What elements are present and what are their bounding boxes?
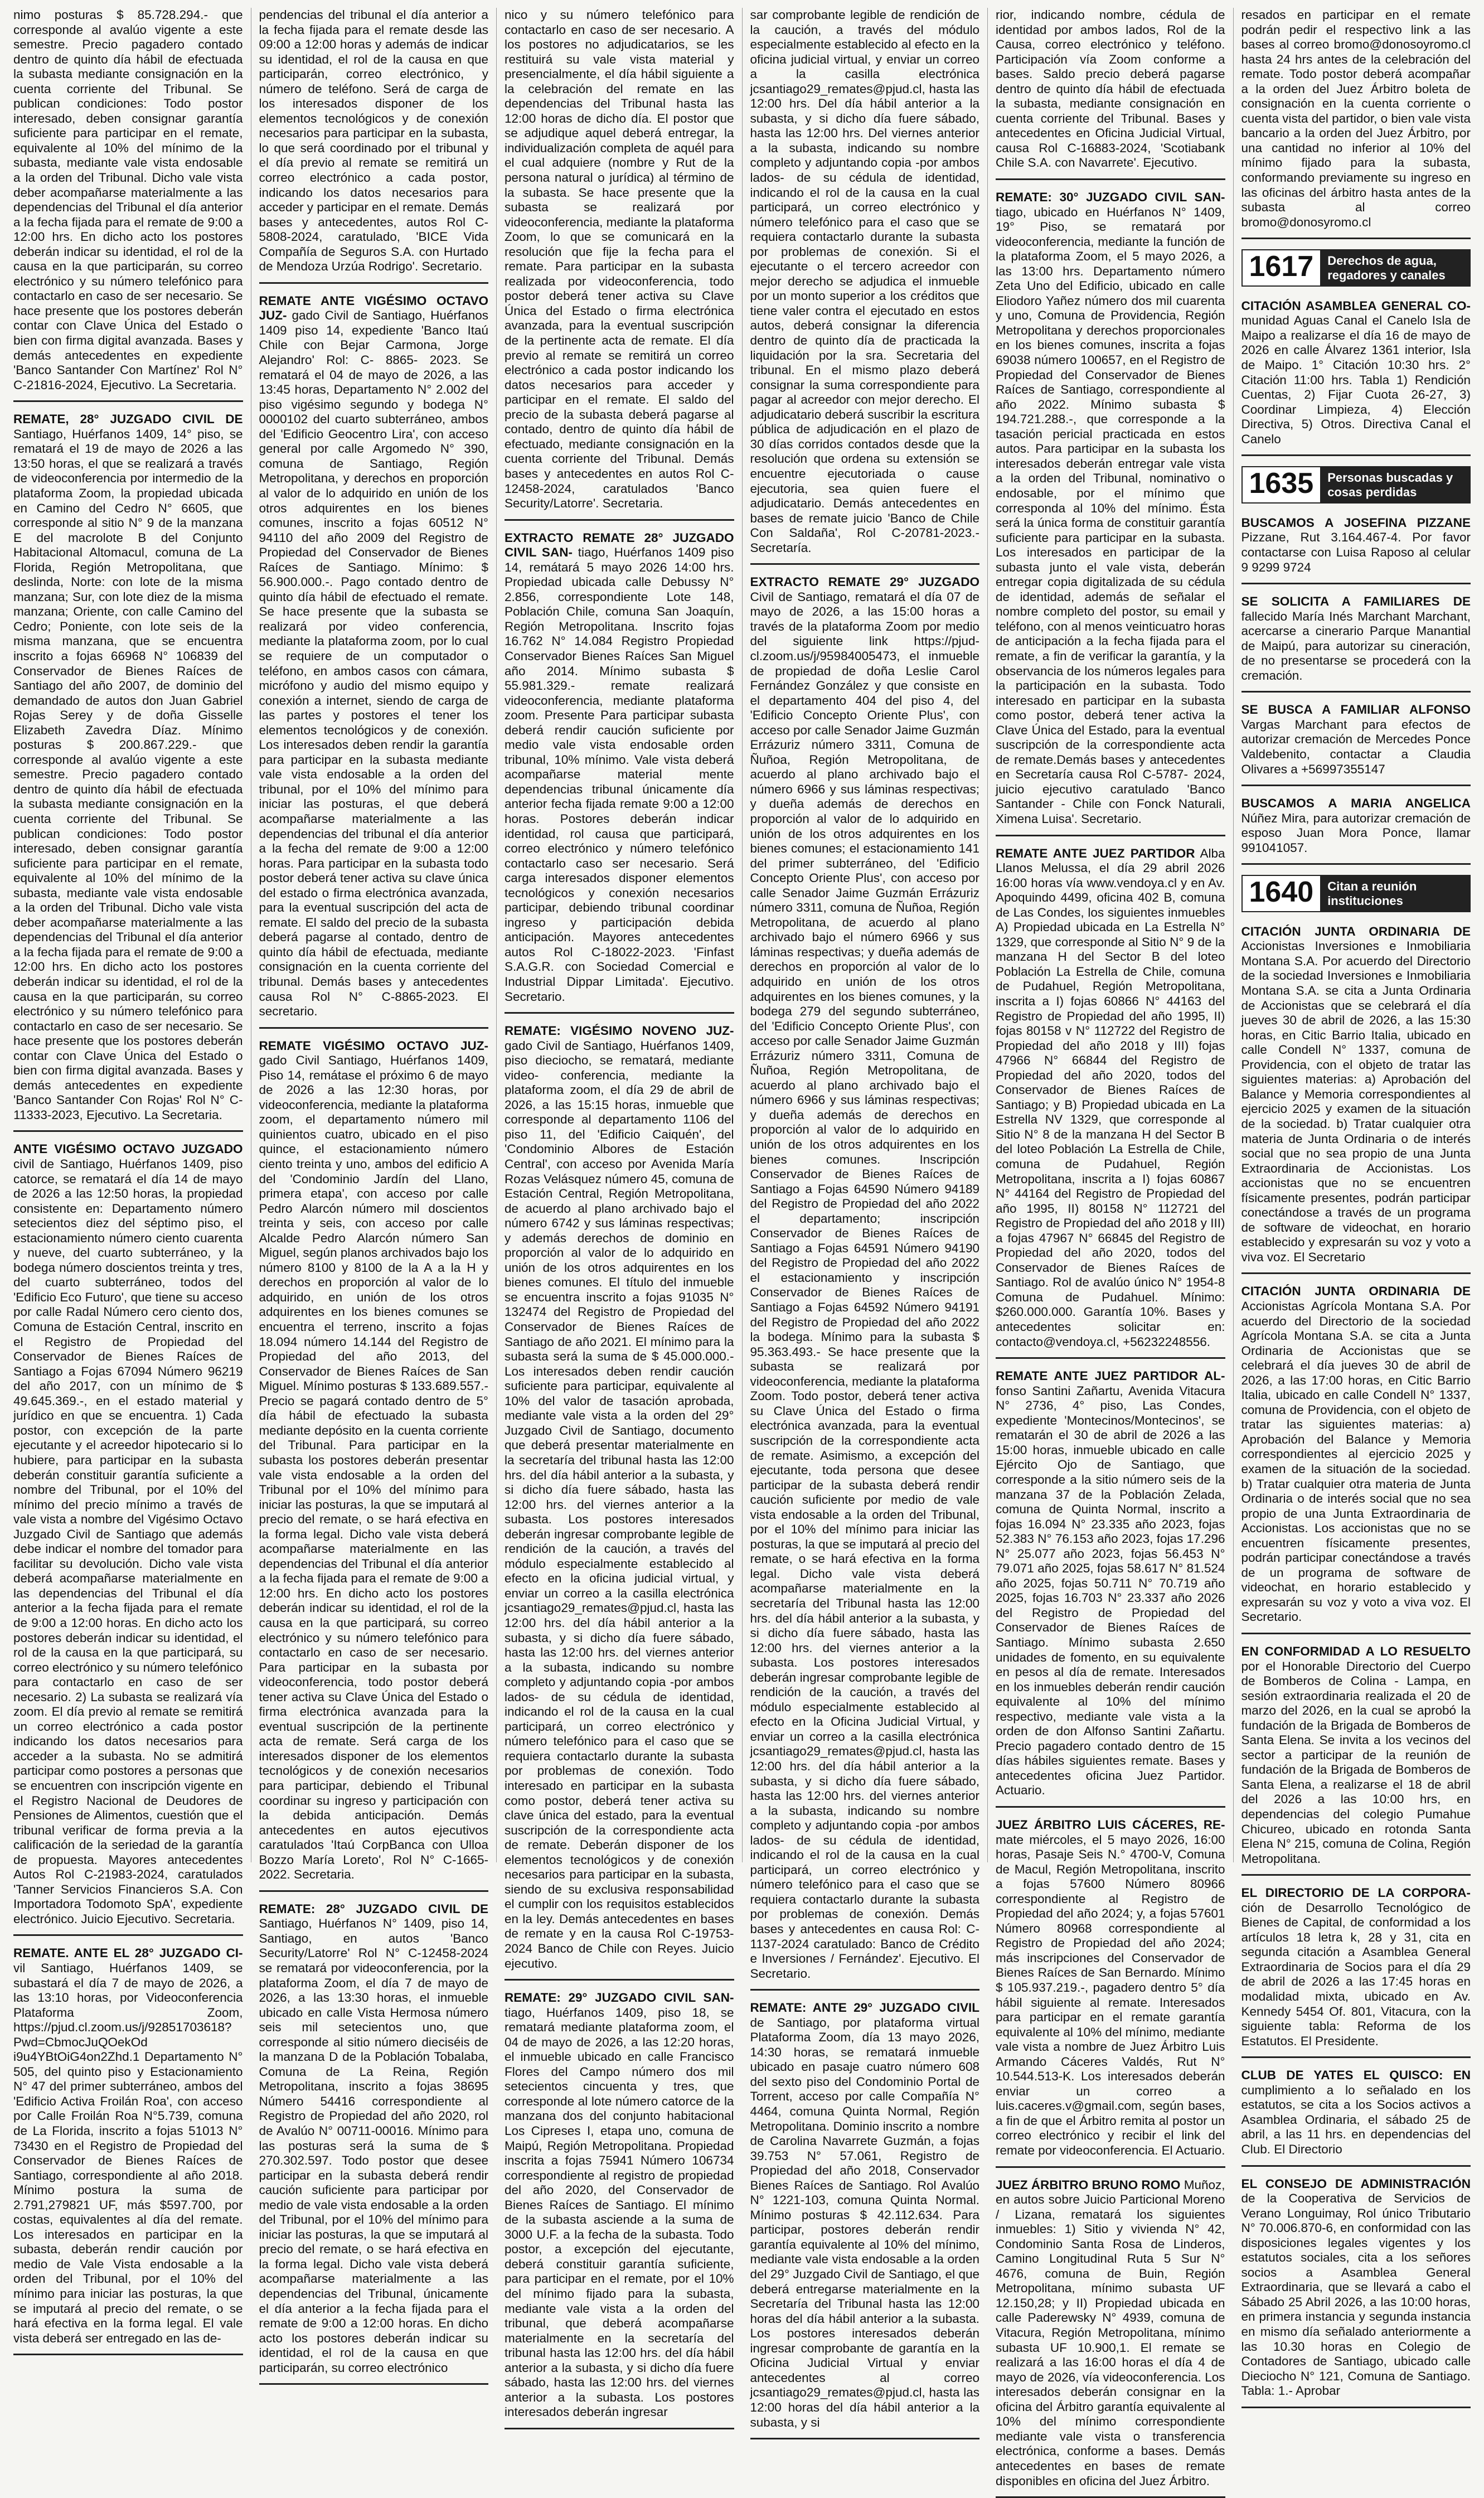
classified-ad bbox=[1241, 299, 1471, 456]
ad-heading: CITACIÓN ASAMBLEA GENERAL CO- bbox=[1241, 298, 1471, 313]
ad-heading: REMATE VIGÉSIMO OCTAVO JUZ- bbox=[259, 1038, 488, 1053]
ad-body: Santiago, Huérfanos 1409, 14° piso, se rematará el 19 de mayo de 2026 a las 13:50 horas, el que se realizará a través de videoconferencia por intermedio de la plataforma Zoom, la propiedad ubicada en Camino del Cedro N° 6605, que corresponde al sitio N° 9 de la manzana E del macrolote B del Conjunto Habitacional Altomacul, comuna de La Florida, Región Metropolitana, que deslinda, Norte: con lote de la misma manzana; Sur, con lote diez de la misma manzana; Oriente, con calle Camino del Cedro; Poniente, con lote seis de la misma manzana, que se encuentra inscrito a fojas 66968 N° 106839 del Conservador de Bienes Raíces de Santiago del año 2007, de dominio del demandado de autos don Juan Gabriel Rojas Serey y de doña Gisselle Elizabeth Zavedra Díaz. Mínimo posturas $ 200.867.229.- que corresponde al avalúo vigente a este semestre. Precio pagadero contado dentro de quinto día hábil de efectuada la subasta mediante consignación en la cuenta corriente del Tribunal. Se publican condiciones: Todo postor interesado, deben consignar garantía suficiente para participar en el remate, equivalente al 10% del mínimo de la subasta, mediante vale vista endosable a la orden del Tribunal. Dicho vale vista deber acompañarse materialmente a las dependencias del Tribunal el día anterior a la fecha fijada para el remate de 9:00 a 12:00 hrs. En dicho acto los postores deberán indicar su identidad, el rol de la causa en la que participarán, su correo electrónico y su número telefónico para contactarlo en caso de ser necesario. Se hace presente que los postores deberán contar con Clave Única del Estado o bien con firma digital avanzada. Bases y demás antecedentes en expediente 'Banco Santander Con Rojas' Rol N° C-11333-2023, Ejecutivo. La Secretaria. bbox=[13, 427, 243, 1122]
classified-ad bbox=[1241, 703, 1471, 786]
ad-body: tiago, Huérfanos 1409 piso 14, remátará 5 mayo 2026 14:00 hrs. Propiedad ubicada calle Debussy N° 2.856, correspondiente Lote 148, Población Chile, comuna San Joaquín, Región Metropolitana. Inscrito fojas 16.762 N° 14.084 Registro Propiedad Conservador Bienes Raíces San Miguel año 2014. Mínimo subasta $ 55.981.329.- remate realizará videoconferencia, mediante plataforma zoom. Presente Para participar subasta deberá rendir caución suficiente por medio vale vista endosable orden tribunal, 10% mínimo. Vale vista deberá acompañarse material mente dependencias tribunal únicamente día anterior fecha fijada remate 9:00 a 12:00 horas. Postores deberán indicar identidad, rol causa que participará, correo electrónico y número telefónico contactarlo caso ser necesario. Será carga interesados disponer elementos tecnológicos y conexión necesarios participar, debiendo tribunal coordinar ingreso y participación debida anticipación. Mayores antecedentes autos Rol C-18022-2023. 'Finfast S.A.G.R. con Sociedad Comercial e Industrial Dippar Limitada'. Ejecutivo. Secretario. bbox=[505, 545, 734, 1004]
column-2 bbox=[251, 8, 497, 2375]
classified-ad bbox=[13, 1946, 243, 2355]
ad-body: Santiago, Huérfanos N° 1409, piso 14, Santiago, en autos 'Banco Security/Latorre' Rol N° C-12458-2024 se rematará por videoconferencia, por la plataforma Zoom, el día 7 de mayo de 2026, a las 13:30 horas, el inmueble ubicado en calle Vista Hermosa número seis mil setecientos uno, que corresponde al sitio número dieciséis de la manzana D de la Población Tobalaba, Comuna de La Reina, Región Metropolitana, inscrito a fojas 38695 Número 54416 correspondiente al Registro de Propiedad del año 2020, rol de Avalúo N° 00711-00016. Mínimo para las posturas será la suma de $ 270.302.597. Todo postor que desee participar en la subasta deberá rendir caución suficiente para participar por medio de vale vista endosable a la orden del Tribunal, por el 10% del mínimo para iniciar las posturas, la que se imputará al precio del remate, o se hará efectiva en la forma legal. Dicho vale vista deberá acompañarse materialmente a las dependencias del Tribunal, únicamente el día anterior a la fecha fijada para el remate de 9:00 a 12:00 horas. En dicho acto los postores deberán indicar su identidad, el rol de la causa en que participarán, su correo electrónico bbox=[259, 1916, 488, 2375]
ad-heading: JUEZ ÁRBITRO LUIS CÁCERES, RE- bbox=[996, 1817, 1225, 1832]
section-title: Citan a reunión instituciones bbox=[1322, 876, 1470, 911]
ad-heading: REMATE, 28° JUZGADO CIVIL DE bbox=[13, 412, 243, 427]
classified-ad bbox=[505, 1024, 734, 1981]
ad-heading: CLUB DE YATES EL QUISCO: EN bbox=[1241, 2068, 1471, 2083]
ad-heading: REMATE: 30° JUZGADO CIVIL SAN- bbox=[996, 190, 1225, 205]
ad-heading: CITACIÓN JUNTA ORDINARIA DE bbox=[1241, 924, 1471, 938]
classified-ad bbox=[13, 8, 243, 402]
ad-heading: REMATE: VIGÉSIMO NOVENO JUZ- bbox=[505, 1024, 734, 1038]
section-title: Derechos de agua, regadores y canales bbox=[1322, 250, 1470, 285]
classified-ad bbox=[505, 1991, 734, 2429]
classified-ad bbox=[996, 8, 1225, 180]
ad-heading: EN CONFORMIDAD A LO RESUELTO bbox=[1241, 1644, 1471, 1658]
classified-ad bbox=[996, 1369, 1225, 1808]
ad-body: gado Civil de Santiago, Huérfanos 1409 piso 14, expediente 'Banco Itaú Chile con Bejar Carmona, Jorge Alejandro' Rol: C- 8865- 2023. Se rematará el 04 de mayo de 2026, a las 13:45 horas, Departamento N° 2.002 del piso vigésimo segundo y bodega N° 0000102 del cuarto subterráneo, ambos del 'Edificio Geocentro Lira', con acceso general por calle Argomedo N° 390, comuna de Santiago, Región Metropolitana, y derechos en proporción al valor de lo adquirido en unión de los otros adquirentes en los bienes comunes, inscrito a fojas 60512 N° 94110 del año 2009 del Registro de Propiedad del Conservador de Bienes Raíces de Santiago. Mínimo: $ 56.900.000.-. Pago contado dentro de quinto día hábil de efectuado el remate. Se hace presente que la subasta se realizará por video conferencia, mediante la plataforma zoom, por lo cual se requiere de un computador o teléfono, en ambos casos con cámara, micrófono y audio del mismo equipo y conexión a internet, siendo de carga de las partes y postores el tener los elementos tecnológicos y de conexión. Los interesados deben rendir la garantía para participar en la subasta mediante vale vista endosable a la orden del tribunal, por el 10% del mínimo para iniciar las posturas, el que deberá acompañarse materialmente a las dependencias del tribunal el día anterior a la fecha del remate de 9:00 a 12:00 horas. Para participar en la subasta todo postor deberá tener activa su clave única del estado o firma electrónica avanzada, para la eventual suscripción del acta de remate. El saldo del precio de la subasta deberá pagarse al contado, dentro de quinto día hábil de efectuada, mediante consignación en la cuenta corriente del tribunal. Demás bases y antecedentes causa Rol N° C-8865-2023. El secretario. bbox=[259, 308, 488, 1019]
section-title: Personas buscadas y cosas perdidas bbox=[1322, 467, 1470, 502]
ad-body: Alba Llanos Melussa, el día 29 abril 2026 16:00 horas vía www.vendoya.cl y en Av. Apoquindo 4499, oficina 402 B, comuna de Las Condes, los siguientes inmuebles A) Propiedad ubicada en La Estrella N° 1329, que corresponde al Sitio N° 9 de la manzana H del Sector B del loteo Población La Estrella de Chile, comuna de Pudahuel, Región Metropolitana, inscrita a I) fojas 60866 N° 44163 del Registro de Propiedad del año 1995, II) fojas 80158 v N° 112722 del Registro de Propiedad del año 2018 y III) fojas 47966 N° 66844 del Registro de Propiedad del año 2020, todos del Conservador de Bienes Raíces de Santiago; y B) Propiedad ubicada en La Estrella NV 1329, que corresponde al Sitio N° 8 de la manzana H del Sector B del loteo Población La Estrella de Chile, comuna de Pudahuel, Región Metropolitana, inscrita a I) fojas 60867 N° 44164 del Registro de Propiedad del año 1995, II) 80158 N° 112721 del Registro de Propiedad del año 2018 y III) a fojas 47967 N° 66845 del Registro de Propiedad del año 2020, todos del Conservador de Bienes Raíces de Santiago. Rol de avalúo único N° 1954-8 Comuna de Pudahuel. Mínimo: $260.000.000. Garantía 10%. Bases y antecedentes solicitar en: contacto@vendoya.cl, +56232248556. bbox=[996, 846, 1225, 1349]
classified-ad bbox=[505, 531, 734, 1014]
classified-ad bbox=[259, 8, 489, 284]
section-number: 1640 bbox=[1243, 876, 1322, 911]
ad-heading: REMATE ANTE JUEZ PARTIDOR AL- bbox=[996, 1369, 1225, 1383]
classified-ad bbox=[996, 2178, 1225, 2498]
ad-body: pendencias del tribunal el día anterior a la fecha fijada para el remate desde las 09:00 a 12:00 horas y además de indicar su identidad, el rol de la causa en que participarán, correo electrónico, y número de teléfono. Será de carga de los interesados disponer de los elementos tecnológicos y de conexión necesarios para participar en la subasta, lo que será coordinado por el tribunal y el día previo al remate se remitirá un correo electrónico a cada postor, indicando los datos necesarios para acceder y participar en el remate. Demás bases y antecedentes, autos Rol C-5808-2024, caratulado, 'BICE Vida Compañía de Seguros S.A. con Hurtado de Mendoza Urzúa Rodrigo'. Secretario. bbox=[259, 8, 488, 274]
classified-ad bbox=[750, 575, 980, 1991]
ad-body: tiago, ubicado en Huérfanos N° 1409, 19° Piso, se rematará por videoconferencia, mediante la función de la plataforma Zoom, el 5 mayo 2026, a las 13:00 hrs. Departamento número Zeta Uno del Edificio, ubicado en calle Eliodoro Yañez número dos mil cuarenta y uno, Comuna de Providencia, Región Metropolitana y derechos proporcionales en los bienes comunes, inscrita a fojas 69038 número 100657, en el Registro de Propiedad del Conservador de Bienes Raíces de Santiago, correspondiente al año 2022. Mínimo subasta $ 194.721.288.-, que corresponde a la tasación pericial practicada en estos autos. Para participar en la subasta los interesados deberán entregar vale vista a la orden del Tribunal, nominativo o endosable, por el mínimo que corresponda al 10% del mínimo. Ésta será la única forma de constituir garantía suficiente para participar en la subasta. Los interesados en participar de la subasta junto el vale vista, deberán entregar copia digitalizada de su cédula de identidad, además de señalar el nombre completo del postor, su email y teléfono, con al menos veinticuatro horas de anticipación a la fecha fijada para el remate, a fin de verificar la garantía, y la observancia de los números legales para la participación en la subasta. Todo interesado en participar en la subasta como postor, deberá tener activa la Clave Única del Estado, para la eventual suscripción de la correspondiente acta de remate.Demás bases y antecedentes en Secretaría causa Rol C-5787- 2024, juicio ejecutivo caratulado 'Banco Santander - Chile con Fonck Naturali, Ximena Luisa'. Secretario. bbox=[996, 205, 1225, 826]
ad-heading: REMATE ANTE JUEZ PARTIDOR bbox=[996, 846, 1195, 860]
classified-ad bbox=[259, 294, 489, 1029]
ad-body: Accionistas Agrícola Montana S.A. Por acuerdo del Directorio de la sociedad Agrícola Montana S.A. se cita a Junta Ordinaria de Accionistas que se celebrará el día jueves 30 de abril de 2026, a las 17:00 horas, en Citic Barrio Italia, ubicado en calle Condell N° 1337, comuna de Providencia, con el objeto de tratar las siguientes materias: a) Aprobación del Balance y Memoria correspondientes al ejercicio 2025 y examen de la situación de la sociedad. b) Tratar cualquier otra materia de Junta Ordinaria o de interés social que no sea propio de una Junta Extraordinaria de Accionistas. Los accionistas que no se encuentren físicamente presentes, podrán participar conectándose a través de un programa de software de videochat, en horario establecido y expresarán su voz y voto a viva voz. El Secretario. bbox=[1241, 1299, 1471, 1624]
ad-body: nimo posturas $ 85.728.294.- que corresponde al avalúo vigente a este semestre. Precio pagadero contado dentro de quinto día hábil de efectuada la subasta mediante consignación en la cuenta corriente del Tribunal. Se publican condiciones: Todo postor interesado, deben consignar garantía suficiente para participar en el remate, equivalente al 10% del mínimo de la subasta, mediante vale vista endosable a la orden del Tribunal. Dicho vale vista deber acompañarse materialmente a las dependencias del Tribunal el día anterior a la fecha fijada para el remate de 9:00 a 12:00 hrs. En dicho acto los postores deberán indicar su identidad, el rol de la causa en la que participarán, su correo electrónico y su número telefónico para contactarlo en caso de ser necesario. Se hace presente que los postores deberán contar con Clave Única del Estado o bien con firma digital avanzada. Bases y demás antecedentes en expediente 'Banco Santander Con Martínez' Rol N° C-21816-2024, Ejecutivo. La Secretaria. bbox=[13, 8, 243, 392]
ad-heading: JUEZ ÁRBITRO BRUNO ROMO bbox=[996, 2177, 1181, 2192]
classified-ad bbox=[13, 1142, 243, 1936]
classified-ad bbox=[259, 1039, 489, 1892]
classified-ad bbox=[750, 2001, 980, 2439]
ad-body: fonso Santini Zañartu, Avenida Vitacura N° 2736, 4° piso, Las Condes, expediente 'Montecinos/Montecinos', se rematarán el 30 de abril de 2026 a las 15:00 horas, inmueble ubicado en calle Ejército Ojo de Santiago, que corresponde a la sitio número seis de la manzana 37 de la Población Zelada, comuna de Quinta Normal, inscrito a fojas 16.094 N° 23.335 año 2023, fojas 52.383 N° 76.153 año 2023, fojas 17.296 N° 25.077 año 2023, fojas 56.453 N° 79.071 año 2025, fojas 58.617 N° 81.524 año 2025, fojas 50.711 N° 70.719 año 2025, fojas 16.703 N° 23.337 año 2026 del Registro de Propiedad del Conservador de Bienes Raíces de Santiago. Mínimo subasta 2.650 unidades de fomento, en su equivalente en pesos al día de remate. Interesados en los inmuebles deberán rendir caución equivalente al 10% del mínimo respectivo, mediante vale vista a la orden de don Alfonso Santini Zañartu. Precio pagadero contado dentro de 15 días hábiles siguientes remate. Bases y antecedentes oficina Juez Partidor. Actuario. bbox=[996, 1383, 1225, 1798]
ad-body: tiago, Huérfanos 1409, piso 18, se rematará mediante plataforma zoom, el 04 de mayo de 2026, a las 12:20 horas, el inmueble ubicado en calle Francisco Flores del Campo número dos mil setecientos cincuenta y tres, que corresponde al lote número catorce de la manzana dos del conjunto habitacional Los Cipreses I, etapa uno, comuna de Maipú, Región Metropolitana. Propiedad inscrita a fojas 75941 Número 106734 correspondiente al registro de propiedad del año 2020, del Conservador de Bienes Raíces de Santiago. El mínimo de la subasta asciende a la suma de 3000 U.F. a la fecha de la subasta. Todo postor, a excepción del ejecutante, deberá constituir garantía suficiente, para participar en el remate, por el 10% del mínimo fijado para la subasta, mediante vale vista a la orden del tribunal, que deberá acompañarse materialmente en la secretaría del tribunal hasta las 12:00 hrs. del día hábil anterior a la subasta, y si dicho día fuere sábado, hasta las 12:00 hrs. del viernes anterior a la subasta. Los postores interesados deberán ingresar bbox=[505, 2005, 734, 2419]
ad-heading: REMATE: 28° JUZGADO CIVIL DE bbox=[259, 1901, 488, 1916]
classified-ad bbox=[259, 1902, 489, 2385]
section-number: 1635 bbox=[1243, 467, 1322, 502]
ad-heading: EXTRACTO REMATE 29° JUZGADO bbox=[750, 575, 979, 589]
ad-body: resados en participar en el remate podrán pedir el respectivo link a las bases al correo bromo@donosoyromo.cl hasta 24 hrs antes de la celebración del remate. Todo postor deberá acompañar a la orden del Juez Árbitro boleta de consignación en la cuenta corriente o cuenta vista del partidor, o bien vale vista bancario a la orden del Juez Árbitro, por una cantidad no inferior al 10% del mínimo fijado para la subasta, conformando previamente su ingreso en las oficinas del árbitro hasta antes de la subasta al correo bromo@donosyromo.cl bbox=[1241, 8, 1471, 229]
ad-body: mate miércoles, el 5 mayo 2026, 16:00 horas, Pasaje Seis N.° 4700-V, Comuna de Macul, Región Metropolitana, inscrito a fojas 57600 Número 80966 correspondiente al Registro de Propiedad del año 2024; y, a fojas 57601 Número 80968 correspondiente al Registro de Propiedad del año 2024; más inscripciones del Conservador de Bienes Raíces de San Bernardo. Mínimo $ 105.937.219.-, pagadero dentro 5° día hábil siguiente al remate. Interesados para participar en el remate garantía equivalente al 10% del mínimo, mediante vale vista a nombre de Juez Árbitro Luis Armando Cáceres Valdés, Rut N° 10.544.513-K. Los interesados deberán enviar un correo a luis.caceres.v@gmail.com, según bases, a fin de que el Árbitro remita al postor un correo electrónico y recibir el link del remate por videoconferencia. El Actuario. bbox=[996, 1832, 1225, 2158]
column-4 bbox=[743, 8, 988, 2429]
classified-ad bbox=[1241, 924, 1471, 1275]
ad-heading: REMATE: ANTE 29° JUZGADO CIVIL bbox=[750, 2001, 979, 2015]
classified-ad bbox=[1241, 594, 1471, 693]
ad-body: Pizzane, Rut 3.164.467-4. Por favor contactarse con Luisa Raposo al celular 9 9299 9724 bbox=[1241, 530, 1471, 574]
section-header bbox=[1241, 875, 1471, 912]
ad-body: sar comprobante legible de rendición de la caución, a través del módulo especialmente establecido al efecto en la oficina judicial virtual, y enviar un correo a la casilla electrónica jcsantiago29_remates@pjud.cl, hasta las 12:00 hrs. Del día hábil anterior a la subasta, y si dicho día fuere sábado, hasta las 12:00 hrs. Del viernes anterior a la subasta, indicando su nombre completo y adjuntando copia -por ambos lados- de su cédula de identidad, indicando el rol de la causa en la cual participará, un correo electrónico y número telefónico para el caso que se requiera contactarlo durante la subasta por problemas de conexión. Si el ejecutante o el tercero acreedor con mejor derecho se adjudica el inmueble por un monto superior a los créditos que tiene valer contra el ejecutado en estos autos, deberá consignar la diferencia dentro de quinto día de practicada la liquidación por la sra. Secretaria del tribunal. En el mismo plazo deberá consignar la suma correspondiente para pagar al acreedor con mejor derecho. El adjudicatario deberá suscribir la escritura pública de adjudicación en el plazo de 30 días corridos contados desde que la resolución que ordena su extensión se encuentre ejecutoriada o cause ejecutoria, sea quien fuere el adjudicatario. Demás antecedentes en bases de remate juicio 'Banco de Chile Con Saldaña', Rol C-20781-2023.- Secretaría. bbox=[750, 8, 980, 555]
ad-heading: SE SOLICITA A FAMILIARES DE bbox=[1241, 594, 1471, 609]
ad-body: civil de Santiago, Huérfanos 1409, piso catorce, se rematará el día 14 de mayo de 2026 a las 12:50 horas, la propiedad consistente en: Departamento número setecientos diez del séptimo piso, el estacionamiento número ciento cuarenta y nueve, del cuarto subterráneo, y la bodega número doscientos treinta y tres, del cuarto subterráneo, todos del 'Edificio Eco Futuro', que tiene su acceso por calle Radal Número cero ciento dos, Comuna de Estación Central, inscrito en el Registro de Propiedad del Conservador de Bienes Raíces de Santiago a Fojas 67094 Número 96219 del año 2017, con un mínimo de $ 49.645.369.-, en el estado material y jurídico en que se encuentra. 1) Cada postor, con excepción de la parte ejecutante y el acreedor hipotecario si lo hubiere, para participar en la subasta deberán constituir garantía suficiente a nombre del Tribunal, por el 10% del mínimo del precio mínimo a través de vale vista a nombre del Vigésimo Octavo Juzgado Civil de Santiago que además debe indicar el nombre del tomador para facilitar su devolución. Dicho vale vista deberá acompañarse materialmente en las dependencias del Tribunal el día anterior a la fecha fijada para el remate de 9:00 a 12:00 horas. En dicho acto los postores deberán indicar su identidad, el rol de la causa en la que participará, su correo electrónico y su número telefónico para contactarlo en caso de ser necesario. 2) La subasta se realizará vía zoom. El día previo al remate se remitirá un correo electrónico a cada postor indicando los datos necesarios para acceder a la subasta. No se admitirá participar como postores a personas que se encuentren con inscripción vigente en el Registro Nacional de Deudores de Pensiones de Alimentos, cuestión que el tribunal verificar de forma previa a la calificación de la seriedad de la garantía de propuesta. Mayores antecedentes Autos Rol C-21983-2024, caratulados 'Tanner Servicios Financieros S.A. Con Importadora Todomoto SpA', expediente electrónico. Juicio Ejecutivo. Secretaria. bbox=[13, 1157, 243, 1926]
ad-body: Núñez Mira, para autorizar cremación de esposo Juan Mora Ponce, llamar 991041057. bbox=[1241, 811, 1471, 855]
classified-ad bbox=[1241, 1886, 1471, 2058]
ad-body: por el Honorable Directorio del Cuerpo de Bomberos de Colina - Lampa, en sesión extraordinaria realizada el 20 de marzo del 2026, en la cual se aprobó la fundación de la Brigada de Bomberos de Santa Elena. Se invita a los vecinos del sector a participar de la reunión de fundación de la Brigada de Bomberos de Santa Elena, a realizarse el 18 de abril del 2026 a las 10:00 hrs, en dependencias del colegio Pumahue Chicureo, ubicado en rotonda Santa Elena N° 215, comuna de Colina, Región Metropolitana. bbox=[1241, 1659, 1471, 1866]
ad-body: fallecido María Inés Marchant Marchant, acercarse a cinerario Parque Manantial de Maipú, para autorizar su cineración, de no presentarse se procederá con la cremación. bbox=[1241, 609, 1471, 682]
ad-heading: EXTRACTO REMATE 28° JUZGADO CIVIL SAN- bbox=[505, 530, 734, 560]
column-1 bbox=[6, 8, 251, 2345]
ad-body: Accionistas Inversiones e Inmobiliaria Montana S.A. Por acuerdo del Directorio de la sociedad Inversiones e Inmobiliaria Montana S.A. se cita a Junta Ordinaria de Accionistas que se celebrará el día jueves 30 de abril de 2026, a las 15:30 horas, en Citic Barrio Italia, ubicado en calle Condell N° 1337, comuna de Providencia, con el objeto de tratar las siguientes materias: a) Aprobación del Balance y Memoria correspondientes al ejercicio 2025 y examen de la situación de la sociedad. b) Tratar cualquier otra materia de Junta Ordinaria o de interés social que no sea propio de una Junta Extraordinaria de Accionistas. Los accionistas que no se encuentren físicamente presentes, podrán participar conectándose a través de un programa de software de videochat, en horario establecido y expresarán su voz y voto a viva voz. El Secretario bbox=[1241, 939, 1471, 1264]
classified-ad bbox=[1241, 1284, 1471, 1634]
classified-ad bbox=[996, 846, 1225, 1359]
ad-heading: SE BUSCA A FAMILIAR ALFONSO bbox=[1241, 703, 1471, 717]
ad-body: gado Civil Santiago, Huérfanos 1409, Piso 14, remátase el próximo 6 de mayo de 2026 a las 12:30 horas, por videoconferencia, mediante la plataforma zoom, el departamento número mil quinientos cuatro, ubicado en el piso quince, el estacionamiento número ciento treinta y uno, ambos del edificio A del 'Condominio Jardín del Llano, primera etapa', con acceso por calle Pedro Alarcón número mil doscientos treinta y seis, con acceso por calle Alcalde Pedro Alarcón número San Miguel, según planos archivados bajo los número 8100 y 8100 de la A a la H y derechos en proporción al valor de lo adquirido, en unión de los otros adquirentes en los bienes comunes se encuentra el terreno, inscrito a fojas 18.094 número 14.144 del Registro de Propiedad del año 2013, del Conservador de Bienes Raíces de San Miguel. Mínimo posturas $ 133.689.557.- Precio se pagará contado dentro de 5° día hábil de efectuado la subasta mediante depósito en la cuenta corriente del Tribunal. Para participar en la subasta los postores deberán presentar vale vista endosable a la orden del Tribunal por el 10% del mínimo para iniciar las posturas, la que se imputará al precio del remate, o se hará efectiva en la forma legal. Dicho vale vista deberá acompañarse materialmente en las dependencias del Tribunal el día anterior a la fecha fijada para el remate de 9:00 a 12:00 hrs. En dicho acto los postores deberán indicar su identidad, el rol de la causa en la que participará, su correo electrónico y su número telefónico para contactarlo en caso de ser necesario. Para participar en la subasta por videoconferencia, todo postor deberá tener activa su Clave Única del Estado o firma electrónica avanzada para la eventual suscripción de la pertinente acta de remate. Será carga de los interesados disponer de los elementos tecnológicos y de conexión necesarios para participar, debiendo el Tribunal coordinar su ingreso y participación con la debida anticipación. Demás antecedentes en autos ejecutivos caratulados 'Itaú CorpBanca con Ulloa Bozzo María Loreto', Rol N° C-1665-2022. Secretaria. bbox=[259, 1053, 489, 1882]
ad-heading: BUSCAMOS A JOSEFINA PIZZANE bbox=[1241, 515, 1471, 530]
ad-body: de la Cooperativa de Servicios de Verano Longuimay, Rol único Tributario N° 70.006.870-6, en conformidad con las disposiciones legales vigentes y los estatutos sociales, cita a los señores socios a Asamblea General Extraordinaria, que se llevará a cabo el Sábado 25 Abril 2026, a las 10:00 horas, en primera instancia y segunda instancia en mismo día señalado anteriormente a las 10.30 horas en Colegio de Contadores de Santiago, ubicado calle Dieciocho N° 121, Comuna de Santiago. Tabla: 1.- Aprobar bbox=[1241, 2191, 1471, 2398]
ad-body: gado Civil de Santiago, Huérfanos 1409, piso dieciocho, se rematará, mediante video- conferencia, mediante la plataforma zoom, el día 29 de abril de 2026, a las 15:15 horas, inmueble que corresponde al departamento 1106 del piso 11, del 'Edificio Caiquén', del 'Condominio Albores de Estación Central', con acceso por Avenida María Rozas Velásquez número 45, comuna de Estación Central, Región Metropolitana, de acuerdo al plano archivado bajo el número 6742 y sus láminas respectivas; y además derechos de dominio en proporción al valor de lo adquirido en unión de los otros adquirentes en los bienes comunes. El título del inmueble se encuentra inscrito a fojas 91035 N° 132474 del Registro de Propiedad del Conservador de Bienes Raíces de Santiago de año 2021. El mínimo para la subasta será la suma de $ 45.000.000.- Los interesados deben rendir caución suficiente para participar, equivalente al 10% del valor de tasación aprobada, mediante vale vista a la orden del 29° Juzgado Civil de Santiago, documento que deberá presentar materialmente en la secretaría del tribunal hasta las 12:00 hrs. del día hábil anterior a la subasta, y si dicho día fuere sábado, hasta las 12:00 hrs. del viernes anterior a la subasta. Los postores interesados deberán ingresar comprobante legible de rendición de la caución, a través del módulo especialmente establecido al efecto en la oficina judicial virtual, y enviar un correo a la casilla electrónica jcsantiago29_remates@pjud.cl, hasta las 12:00 hrs. del día hábil anterior a la subasta, y si dicho día fuere sábado, hasta las 12:00 hrs. del viernes anterior a la subasta, indicando su nombre completo y adjuntando copia -por ambos lados- de su cédula de identidad, indicando el rol de la causa en la cual participará, un correo electrónico y número telefónico para el caso que se requiera contactarlo durante la subasta por problemas de conexión. Todo interesado en participar en la subasta como postor, deberá tener activa su clave única del estado, para la eventual suscripción de la correspondiente acta de remate. Deberán disponer de los elementos tecnológicos y de conexión necesarios para participar en la subasta, siendo de su exclusiva responsabilidad el cumplir con los requisitos establecidos en la ley. Demás antecedentes en bases de remate y en la causa Rol C-19753-2024 Banco de Chile con Reyes. Juicio ejecutivo. bbox=[505, 1038, 734, 1971]
classified-ad bbox=[996, 190, 1225, 836]
ad-heading: BUSCAMOS A MARIA ANGELICA bbox=[1241, 796, 1471, 811]
ad-body: rior, indicando nombre, cédula de identidad por ambos lados, Rol de la Causa, correo electrónico y teléfono. Participación vía Zoom conforme a bases. Saldo precio deberá pagarse dentro de quinto día hábil de efectuada la subasta, mediante consignación en cuenta corriente del Tribunal. Bases y antecedentes en Oficina Judicial Virtual, causa Rol C-16883-2024, 'Scotiabank Chile S.A. con Navarrete'. Ejecutivo. bbox=[996, 8, 1225, 170]
classified-ad bbox=[1241, 1644, 1471, 1876]
ad-heading: CITACIÓN JUNTA ORDINARIA DE bbox=[1241, 1284, 1471, 1299]
section-header bbox=[1241, 466, 1471, 504]
classified-ad bbox=[1241, 2177, 1471, 2408]
section-number: 1617 bbox=[1243, 250, 1322, 285]
ad-heading: REMATE ANTE VIGÉSIMO OCTAVO JUZ- bbox=[259, 293, 488, 323]
ad-body: munidad Aguas Canal el Canelo Isla de Maipo a realizarse el día 16 de mayo de 2026 en calle Álvarez 1361 interior, Isla de Maipo. 1° Citación 10:30 hrs. 2° Citación 11:00 hrs. Tabla 1) Rendición Cuentas, 2) Fijar Cuota 26-27, 3) Coordinar Limpieza, 4) Elección Directiva, 5) Otros. Directiva Canal el Canelo bbox=[1241, 313, 1471, 446]
classified-ad bbox=[1241, 796, 1471, 865]
classified-ad bbox=[1241, 516, 1471, 584]
classified-ad bbox=[996, 1818, 1225, 2168]
ad-heading: EL CONSEJO DE ADMINISTRACIÓN bbox=[1241, 2176, 1471, 2191]
ad-body: Civil de Santiago, rematará el día 07 de mayo de 2026, a las 15:00 horas a través de la plataforma Zoom por medio del siguiente link https://pjud-cl.zoom.us/j/95984005473, el inmueble de propiedad de doña Leslie Carol Fernández González y que consiste en el departamento 404 del piso 4, del 'Edificio Concepto Oriente Plus', con acceso por calle Senador Jaime Guzmán Errázuriz número 3311, Comuna de Ñuñoa, Región Metropolitana, de acuerdo al plano archivado bajo el número 6966 y sus láminas respectivas; y dueña además de derechos en proporción al valor de lo adquirido en unión de los otros adquirentes en los bienes comunes; el estacionamiento 141 del primer subterráneo, del 'Edificio Concepto Oriente Plus', con acceso por calle Senador Jaime Guzmán Errázuriz número 3311, comuna de Ñuñoa, Región Metropolitana, de acuerdo al plano archivado bajo el número 6966 y sus láminas respectivas; y dueña además de derechos en proporción al valor de lo adquirido en unión de los otros adquirentes en los bienes comunes, y la bodega 279 del segundo subterráneo, del 'Edificio Concepto Oriente Plus', con acceso por calle Senador Jaime Guzmán Errázuriz número 3311, Comuna de Ñuñoa, Región Metropolitana, de acuerdo al plano archivado bajo el número 6966 y sus láminas respectivas; y dueña además de derechos en proporción al valor de lo adquirido en unión de los otros adquirentes en los bienes comunes. Inscripción Conservador de Bienes Raíces de Santiago a Fojas 64590 Número 94189 del Registro de Propiedad del año 2022 el departamento; inscripción Conservador de Bienes Raíces de Santiago a Fojas 64591 Número 94190 del Registro de Propiedad del año 2022 el estacionamiento y inscripción Conservador de Bienes Raíces de Santiago a Fojas 64592 Número 94191 del Registro de Propiedad del año 2022 la bodega. Mínimo para la subasta $ 95.363.493.- Se hace presente que la subasta se realizará por videoconferencia, mediante la plataforma Zoom. Todo postor, deberá tener activa su Clave Única del Estado o firma electrónica avanzada, para la eventual suscripción de la correspondiente acta de remate. Asimismo, a excepción del ejecutante, toda persona que desee participar de la subasta deberá rendir caución suficiente por medio de vale vista endosable a la orden del Tribunal, por el 10% del mínimo para iniciar las posturas, la que se imputará al precio del remate, o se hará efectiva en la forma legal. Dicho vale vista deberá acompañarse materialmente en la secretaría del Tribunal hasta las 12:00 hrs. del día hábil anterior a la subasta, y si dicho día fuere sábado, hasta las 12:00 hrs. del viernes anterior a la subasta. Los postores interesados deberán ingresar comprobante legible de rendición de la caución, a través del módulo especialmente establecido al efecto en la Oficina Judicial Virtual, y enviar un correo a la casilla electrónica jcsantiago29_remates@pjud.cl, hasta las 12:00 hrs. del día hábil anterior a la subasta, y si dicho día fuere sábado, hasta las 12:00 hrs. del viernes anterior a la subasta, indicando su nombre completo y adjuntando copia -por ambos lados- de su cédula de identidad, indicando el rol de la causa en la cual participará, un correo electrónico y número telefónico para el caso que se requiera contactarlo durante la subasta por problemas de conexión. Demás bases y antecedentes en causa Rol: C-1137-2024 caratulado: Banco de Crédito e Inversiones / Fernández'. Ejecutivo. El Secretario. bbox=[750, 589, 979, 1981]
ad-body: cumplimiento a lo señalado en los estatutos, se cita a los Socios activos a Asamblea Ordinaria, el sábado 25 de abril, a las 11 hrs. en dependencias del Club. El Directorio bbox=[1241, 2083, 1471, 2156]
classified-ad bbox=[13, 412, 243, 1132]
ad-body: de Santiago, por plataforma virtual Plataforma Zoom, día 13 mayo 2026, 14:30 horas, se rematará inmueble ubicado en pasaje cuatro número 608 del sexto piso del Condominio Portal de Torrent, acceso por calle Compañía N° 4464, comuna Quinta Normal, Región Metropolitana. Dominio inscrito a nombre de Carolina Navarrete Guzmán, a fojas 39.753 N° 57.061, Registro de Propiedad del año 2018, Conservador Bienes Raíces de Santiago. Rol Avalúo N° 1221-103, comuna Quinta Normal. Mínimo posturas $ 42.112.634. Para participar, postores deberán rendir garantía equivalente al 10% del mínimo, mediante vale vista endosable a la orden del 29° Juzgado Civil de Santiago, el que deberá entregarse materialmente en la Secretaría del Tribunal hasta las 12:00 horas del día hábil anterior a la subasta. Los postores interesados deberán ingresar comprobante de garantía en la Oficina Judicial Virtual y enviar antecedentes al correo jcsantiago29_remates@pjud.cl, hasta las 12:00 horas del día hábil anterior a la subasta, y si bbox=[750, 2015, 979, 2429]
ad-body: Vargas Marchant para efectos de autorizar cremación de Mercedes Ponce Valdebenito, contactar a Claudia Olivares a +56997355147 bbox=[1241, 717, 1471, 776]
ad-body: Muñoz, en autos sobre Juicio Particional Moreno / Lizana, rematará los siguientes inmuebles: 1) Sitio y vivienda N° 42, Condominio Santa Rosa de Linderos, Camino Longitudinal Ruta 5 Sur N° 4676, comuna de Buin, Región Metropolitana, mínimo subasta UF 12.150,28; y II) Propiedad ubicada en calle Paderewsky N° 4939, comuna de Vitacura, Región Metropolitana, mínimo subasta UF 10.900,1. El remate se realizará a las 16:00 horas el día 4 de mayo de 2026, vía videoconferencia. Los interesados deberán consignar en la oficina del Árbitro garantía equivalente al 10% del mínimo correspondiente mediante vale vista o transferencia electrónica, conforme a bases. Demás antecedentes en bases de remate disponibles en oficina del Juez Árbitro. bbox=[996, 2177, 1225, 2488]
ad-body: ción de Desarrollo Tecnológico de Bienes de Capital, de conformidad a los artículos 18 letra k, 28 y 31, cita en segunda citación a Asamblea General Extraordinaria de Socios para el día 29 de abril de 2026 a las 17:45 horas en modalidad mixta, ubicado en Av. Kennedy 5454 Of. 801, Vitacura, con la siguiente tabla: Reforma de los Estatutos. El Presidente. bbox=[1241, 1900, 1471, 2048]
classified-ad bbox=[1241, 8, 1471, 239]
ad-body: nico y su número telefónico para contactarlo en caso de ser necesario. A los postores no adjudicatarios, se les restituirá su vale vista material y presencialmente, el día hábil siguiente a la celebración del remate en las dependencias del Tribunal hasta las 12:00 horas de dicho día. El postor que se adjudique aquel deberá entregar, la individualización completa de aquél para el cual adquiere (nombre y Rut de la persona natural o jurídica) al término de la subasta. Se hace presente que la subasta se realizará por videoconferencia, mediante la plataforma Zoom, lo que se comunicará en la resolución que fije la fecha para el remate. Para participar en la subasta realizada por videoconferencia, todo postor deberá tener activa su Clave Única del Estado o firma electrónica avanzada, para la eventual suscripción de la pertinente acta de remate. El día previo al remate se remitirá un correo electrónico a cada postor indicando los datos necesarios para acceder y participar en el remate. El saldo del precio de la subasta deberá pagarse al contado, dentro de quinto día hábil de efectuado, mediante consignación en la cuenta corriente del Tribunal. Demás bases y antecedentes en autos Rol C-12458-2024, caratulados 'Banco Security/Latorre'. Secretaria. bbox=[505, 8, 734, 511]
classified-ad bbox=[505, 8, 734, 521]
column-3 bbox=[497, 8, 743, 2419]
section-header bbox=[1241, 249, 1471, 287]
ad-heading: ANTE VIGÉSIMO OCTAVO JUZGADO bbox=[13, 1142, 243, 1156]
column-6 bbox=[1234, 8, 1479, 2398]
ad-heading: REMATE: 29° JUZGADO CIVIL SAN- bbox=[505, 1991, 734, 2005]
classified-ad bbox=[1241, 2068, 1471, 2166]
ad-heading: EL DIRECTORIO DE LA CORPORA- bbox=[1241, 1886, 1471, 1900]
ad-body: vil Santiago, Huérfanos 1409, se subastará el día 7 de mayo de 2026, a las 13:10 horas, por Videoconferencia Plataforma Zoom, https://pjud.cl.zoom.us/j/92851703618? Pwd=CbmocJuQOekOd i9u4YBtOiG4on2Zhd.1 Departamento N° 505, del quinto piso y Estacionamiento N° 47 del primer subterráneo, ambos del 'Edificio Activa Froilán Roa', con acceso por Calle Froilán Roa N°5.739, comuna de La Florida, inscrito a fojas 51013 N° 73430 en el Registro de Propiedad del Conservador de Bienes Raíces de Santiago, correspondiente al año 2018. Mínimo postura la suma de 2.791,279821 UF, más $597.700, por costas, equivalentes al día del remate. Los interesados en participar en la subasta, deberán rendir caución por medio de Vale Vista endosable a la orden del Tribunal, por el 10% del mínimo para iniciar las posturas, la que se imputará al precio del remate, o se hará efectiva en la forma legal. El vale vista deberá ser entregado en las de- bbox=[13, 1961, 243, 2345]
ad-heading: REMATE. ANTE EL 28° JUZGADO CI- bbox=[13, 1946, 243, 1960]
classified-ad bbox=[750, 8, 980, 565]
column-5 bbox=[988, 8, 1234, 2488]
